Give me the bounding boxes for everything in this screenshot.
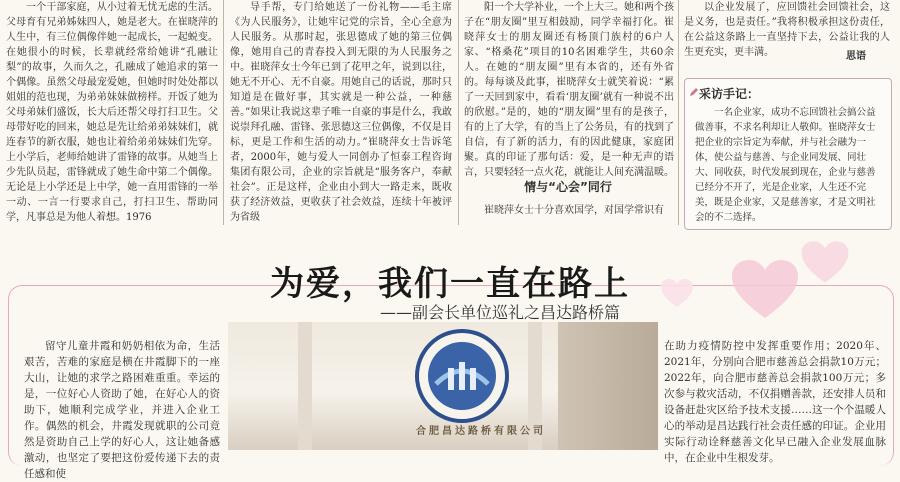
interview-notes-body: 一名企业家，成功不忘回馈社会搞公益做善事，不求名利却让人敬仰。崔晓萍女士把企业的宗旨定为奉献，并与社会融为一体，使公益与慈善、与企业同发展、同壮大、同收获，时代发展到现在，企业与慈善已经分不开了，光是企业家，人生还不完美，既是企业家，又是慈善家，才是文明社会的不二选择。 bbox=[695, 107, 876, 223]
lower-column-1-text: 留守儿童井霞和奶奶相依为命，生活艰苦，苦难的家庭是横在井霞脚下的一座大山，让她的求学之路困难重重。幸运的是，一位好心人资助了她，在好心人的资助下，她顺利完成学业，并进入企业工作。偶然的机会，井霞发现就职的公司竟然是资助自己上学的好心人，这让她备感激动，也坚定了要把这份爱传递下去的责任感和使 bbox=[24, 340, 220, 480]
lower-column-3 bbox=[664, 338, 886, 464]
upper-column-1-text: 一个干部家庭，从小过着无忧无虑的生活。父母育有兄弟姊妹四人，她是老大。在崔晓萍的人生中，有三位偶像伴她一起成长，一起蜕变。在她很小的时候，长辈就经常给她讲“孔融让梨”的故事，久而久之，孔融成了她追求的第一个偶像。虽然父母最宠爱她，但她时时处处都以姐姐的范也现，为弟弟妹妹做榜样。开饭了她为父母弟妹们盛饭，长大后还帮父母打扫卫生。父母带好吃的回来，她总是先让给弟弟妹妹们，就连春节的新衣服，她也让着给弟弟妹妹们先穿。上小学后，老师给她讲了雷锋的故事。从她当上少先队员起，雷锋就成了她生命中第二个偶像。无论是上小学还是上中学，她一直用雷锋的一举一动、一言一行要求自己，打扫卫生、帮助同学，凡事总是为他人着想。1976 bbox=[6, 2, 218, 223]
section-subhead: 情与“心会”同行 bbox=[524, 180, 612, 194]
column-divider bbox=[458, 0, 459, 225]
upper-column-3b-text: 崔晓萍女士十分喜欢国学，对国学常识有 bbox=[484, 205, 664, 216]
column-divider bbox=[678, 0, 679, 225]
upper-column-3 bbox=[464, 0, 674, 176]
ceiling-beam bbox=[298, 322, 312, 450]
byline: 思语 bbox=[846, 51, 866, 62]
lobby-door bbox=[558, 322, 658, 450]
upper-column-2 bbox=[230, 0, 452, 225]
feature-headline: 为爱，我们一直在路上 bbox=[270, 264, 630, 304]
upper-column-3-text: 阳一个大学补业，一个上大三。她和两个孩子在“朋友圈”里互相鼓励，同学幸福打化。崔晓萍女士的朋友圈还有杨顶门族村的6户人家、“格桑花”项目的10名困难学生，共60余人。在她的“朋友圈”里有本省的，还有外省的。每每谈及此事，崔晓萍女士就笑着说：“累了一天回到家中，看看‘朋友圈’就有一种说不出的欣慰。”是的，她的“朋友圈”里有的是孩子，有的上了大学，有的当上了公务员，有的找到了自信，有了新的活力，有的因此健康，家庭团聚。真的印证了那句话：爱，是一种无声的语言，只要轻轻一点火花，就能让人间充满温暖。 bbox=[464, 2, 674, 178]
pencil-icon bbox=[689, 87, 699, 97]
feature-subtitle: ——副会长单位巡礼之昌达路桥篇 bbox=[380, 303, 621, 322]
interview-notes-box bbox=[684, 78, 892, 230]
column-divider bbox=[223, 0, 224, 225]
interview-notes-title: 采访手记： bbox=[699, 87, 760, 101]
company-lobby-photo bbox=[228, 322, 658, 450]
company-logo-icon bbox=[414, 328, 510, 424]
upper-column-1 bbox=[6, 0, 218, 225]
company-name-sign: 合肥昌达路桥有限公司 bbox=[416, 426, 546, 437]
lower-column-1 bbox=[24, 338, 220, 480]
lower-column-3-text: 在助力疫情防控中发挥重要作用；2020年、2021年，分别向合肥市慈善总会捐款10万元；2022年，向合肥市慈善总会捐款100万元；多次参与救灾活动，不仅捐赠善款，还安排人员和设备赶赴灾区给予技术支援……这一个个温暖人心的举动是昌达践行社会责任感的印证。企业用实际行动诠释慈善文化早已融入企业发展血脉中，在企业中生根发芽。 bbox=[664, 340, 886, 464]
upper-column-3b bbox=[464, 203, 674, 225]
upper-column-4-text: 以企业发展了，应回馈社会回馈社会，这是义务，也是责任。”我将积极承担这份责任，在公益这条路上一直坚持下去，公益让我的人生更充实，更丰满。 bbox=[684, 2, 890, 58]
upper-column-2-text: 导手帮，专门给她送了一份礼物——毛主席《为人民服务》，让她牢记党的宗旨，全心全意为人民服务。从那时起，张思德成了她的第三位偶像，她用自己的青春投入到无限的为人民服务之中。崔晓萍女士今年已到了花甲之年，说到以往，她无不开心、无不自豪。用她自己的话说，那时只知道是在做好事，其实就是一种公益，一种慈善。”如果让我说这辈子唯一自豪的事是什么，我敢说崇拜孔融、雷锋、张思德这三位偶像，不仅是目标，更是工作和生活的动力。”崔晓萍女士告诉笔者，2000年，她与爱人一同创办了恒泰工程咨询集团有限公司，企业的宗旨就是“服务客户，奉献社会”。正是这样，企业由小到大一路走来，既收获了经济效益，更收获了社会效益，连续十年被评为省级 bbox=[230, 2, 452, 223]
